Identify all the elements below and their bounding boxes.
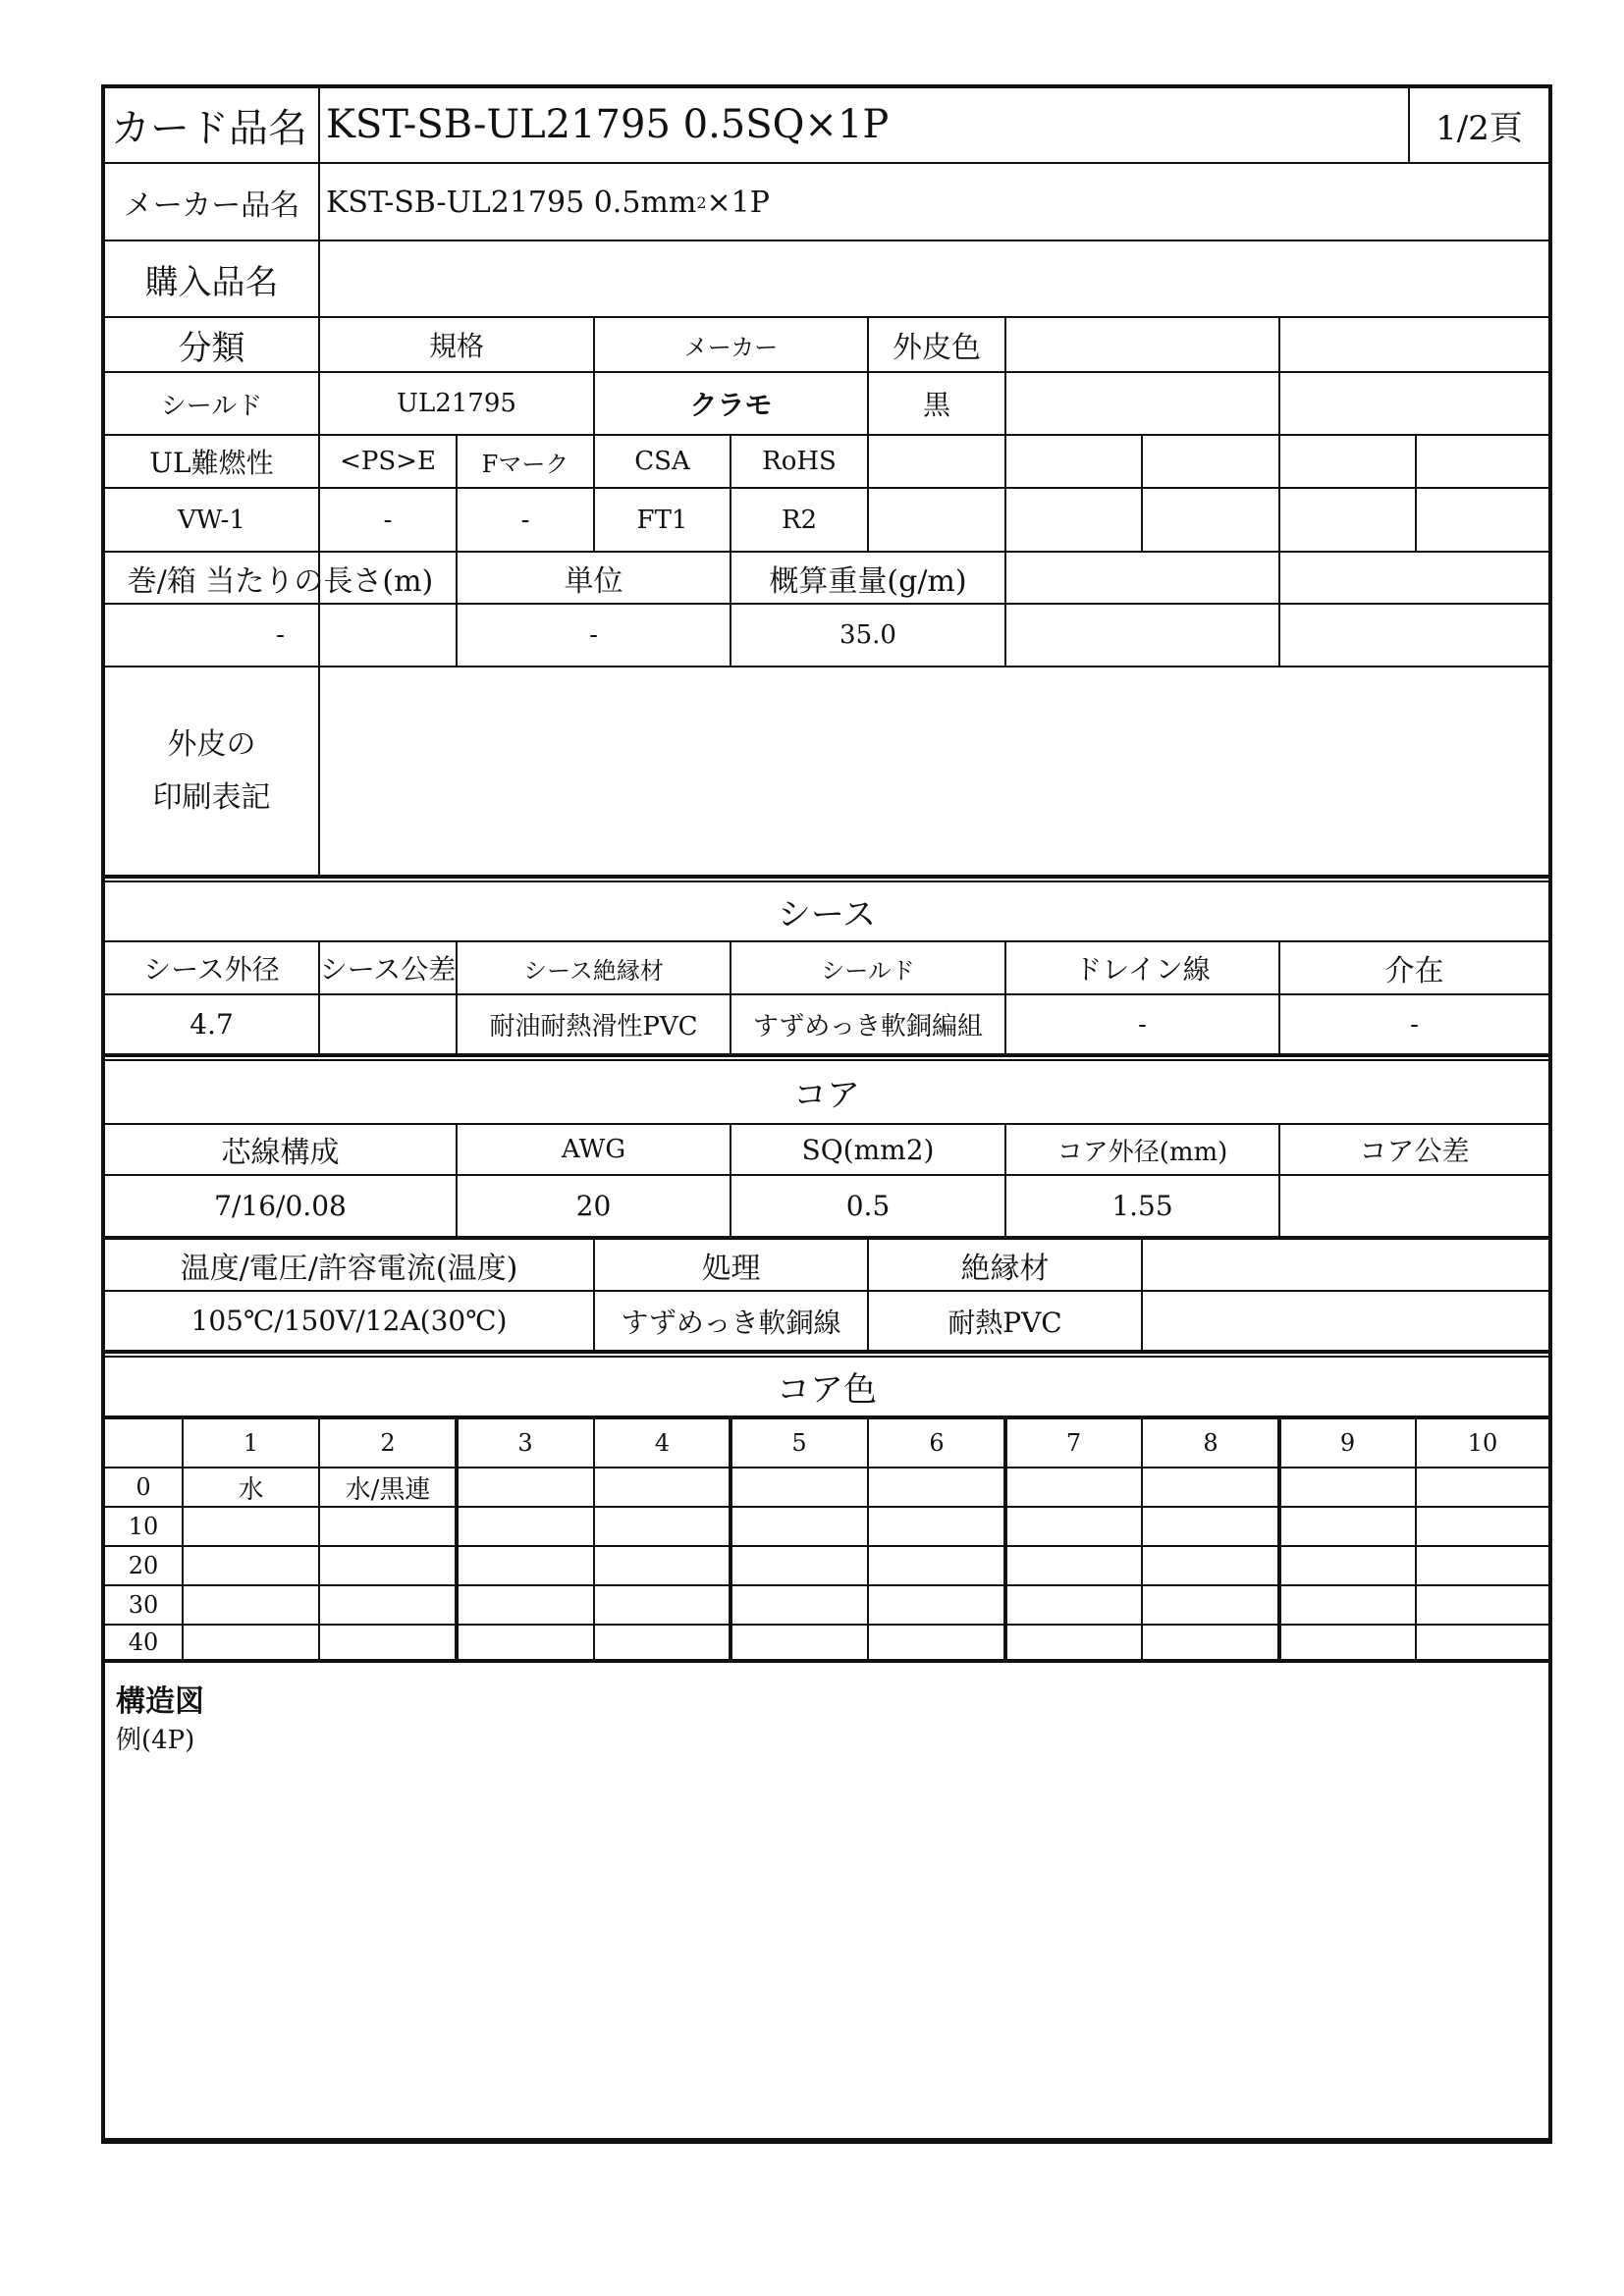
filler-header: 介在 [1384,954,1444,988]
card-name-value: KST-SB-UL21795 0.5SQ×1P [326,102,890,147]
core-color-cell [595,1507,730,1546]
awg-value: 20 [575,1190,612,1222]
core-color-cell [595,1546,730,1585]
core-color-cell [595,1585,730,1625]
core-color-cell: 水/黒連 [345,1474,431,1505]
approx-weight-value: 35.0 [839,620,896,650]
structure-diagram-title: 構造図 [116,1684,204,1719]
core-color-cell [1417,1546,1548,1585]
core-color-column-header: 1 [243,1429,259,1457]
awg-header: AWG [561,1135,626,1164]
core-color-cell [458,1585,593,1625]
core-tolerance-value [1280,1176,1548,1236]
core-color-cell [184,1546,318,1585]
maker-name-label: メーカー品名 [123,188,300,223]
card-name-label: カード品名 [111,105,307,151]
core-color-column-header: 9 [1339,1429,1356,1457]
ul-flame-header: UL難燃性 [149,447,274,479]
standard-value: UL21795 [397,389,516,418]
sheath-tolerance-value [320,995,456,1053]
jacket-color-header: 外皮色 [893,331,981,365]
core-color-cell [731,1507,867,1546]
temp-voltage-current-header: 温度/電圧/許容電流(温度) [180,1251,518,1286]
sq-header: SQ(mm2) [801,1133,935,1166]
core-color-section-title: コア色 [777,1370,877,1410]
treatment-value: すずめっき軟銅線 [621,1306,841,1339]
core-color-cell [184,1507,318,1546]
sheath-insulation-value: 耐油耐熱滑性PVC [489,1012,698,1041]
core-od-header: コア外径(mm) [1056,1137,1228,1167]
core-tolerance-header: コア公差 [1359,1135,1470,1167]
print-marking-label-line2: 印刷表記 [152,779,271,815]
csa-header: CSA [634,447,690,476]
core-color-cell [458,1546,593,1585]
core-color-cell [869,1585,1004,1625]
core-od-value: 1.55 [1111,1190,1173,1222]
page-number: 1/2頁 [1435,108,1523,148]
core-color-column-header: 7 [1065,1429,1082,1457]
core-color-cell [1417,1585,1548,1625]
drain-wire-header: ドレイン線 [1074,953,1211,986]
rohs-value: R2 [781,505,818,535]
core-color-cell [458,1468,593,1507]
core-color-row-header: 30 [128,1591,159,1619]
maker-header: メーカー [683,333,779,361]
core-color-cell [184,1585,318,1625]
core-color-cell [1280,1546,1415,1585]
print-marking-label [105,667,318,875]
core-color-cell: 水 [238,1474,264,1505]
core-color-column-header: 10 [1467,1429,1498,1457]
core-color-cell [320,1625,456,1659]
core-color-cell [1143,1546,1278,1585]
maker-value: クラモ [689,389,773,421]
unit-value: - [589,620,598,650]
core-color-cell [731,1546,867,1585]
core-color-cell [320,1507,456,1546]
ul-flame-value: VW-1 [178,505,245,535]
core-color-cell [869,1625,1004,1659]
core-color-cell [1006,1468,1141,1507]
purchase-name-label: 購入品名 [144,262,279,302]
core-color-cell [458,1625,593,1659]
sheath-od-value: 4.7 [189,1008,234,1041]
sq-value: 0.5 [845,1190,891,1222]
core-color-cell [1143,1585,1278,1625]
temp-voltage-current-value: 105℃/150V/12A(30℃) [190,1305,508,1337]
core-color-cell [1280,1625,1415,1659]
f-mark-value: - [520,505,530,535]
sheath-tolerance-header: シース公差 [320,953,456,986]
drain-wire-value: - [1138,1009,1147,1040]
rohs-header: RoHS [762,447,837,476]
conductor-construction-header: 芯線構成 [221,1136,340,1170]
insulation-header: 絶縁材 [960,1251,1050,1286]
core-color-cell [595,1625,730,1659]
purchase-name-value [320,241,1547,316]
core-color-column-header: 6 [929,1429,945,1457]
length-per-reel-header: 巻/箱 当たりの長さ(m) [127,563,434,599]
classification-value: シールド [160,391,263,421]
core-color-cell [1417,1507,1548,1546]
core-color-row-header: 0 [135,1473,151,1501]
core-color-cell [731,1625,867,1659]
core-color-cell [731,1468,867,1507]
core-color-cell [1006,1585,1141,1625]
core-color-cell [1006,1625,1141,1659]
core-color-column-header: 2 [380,1429,396,1457]
core-color-cell [869,1546,1004,1585]
csa-value: FT1 [636,505,688,535]
treatment-header: 処理 [701,1251,761,1286]
core-color-cell [1006,1507,1141,1546]
standard-header: 規格 [428,330,484,362]
core-color-cell [1280,1507,1415,1546]
core-color-cell [1280,1468,1415,1507]
core-color-cell [869,1468,1004,1507]
core-color-cell [320,1585,456,1625]
core-color-cell [1280,1585,1415,1625]
core-color-cell [1417,1468,1548,1507]
core-color-column-header: 8 [1203,1429,1218,1457]
approx-weight-header: 概算重量(g/m) [769,563,967,599]
sheath-section-title: シース [777,895,877,934]
core-color-row-header: 20 [128,1552,159,1579]
core-color-cell [731,1585,867,1625]
conductor-construction-value: 7/16/0.08 [214,1190,347,1222]
pse-header: <PS>E [340,447,436,476]
core-color-row-header: 10 [128,1513,159,1540]
print-marking-value [320,667,1547,875]
core-color-column-header: 3 [517,1429,533,1457]
length-per-reel-value: - [276,620,285,650]
filler-value: - [1410,1009,1419,1040]
maker-name-value: KST-SB-UL21795 0.5mm 2 ×1P [326,185,770,220]
sheath-insulation-header: シース絶縁材 [523,956,664,985]
core-color-column-header: 4 [654,1429,671,1457]
core-color-cell [1006,1546,1141,1585]
shield-header: シールド [821,956,915,985]
core-color-cell [1143,1468,1278,1507]
pse-value: - [383,505,393,535]
sheath-od-header: シース外径 [143,953,280,986]
jacket-color-value: 黒 [922,389,950,421]
core-color-cell [1143,1507,1278,1546]
insulation-value: 耐熱PVC [947,1306,1062,1339]
core-color-cell [458,1507,593,1546]
core-section-title: コア [793,1076,860,1115]
structure-example-label: 例(4P) [116,1726,195,1755]
core-color-row-header: 40 [128,1628,159,1656]
core-color-column-header: 5 [791,1429,807,1457]
core-color-cell [869,1507,1004,1546]
print-marking-label-line1: 外皮の [167,726,256,762]
classification-header: 分類 [178,328,245,368]
core-color-cell [184,1625,318,1659]
shield-value: すずめっき軟銅編組 [752,1012,983,1041]
core-color-cell [1417,1625,1548,1659]
f-mark-header: Fマーク [481,450,569,478]
unit-header: 単位 [564,563,623,599]
core-color-cell [595,1468,730,1507]
core-color-cell [1143,1625,1278,1659]
core-color-cell [320,1546,456,1585]
